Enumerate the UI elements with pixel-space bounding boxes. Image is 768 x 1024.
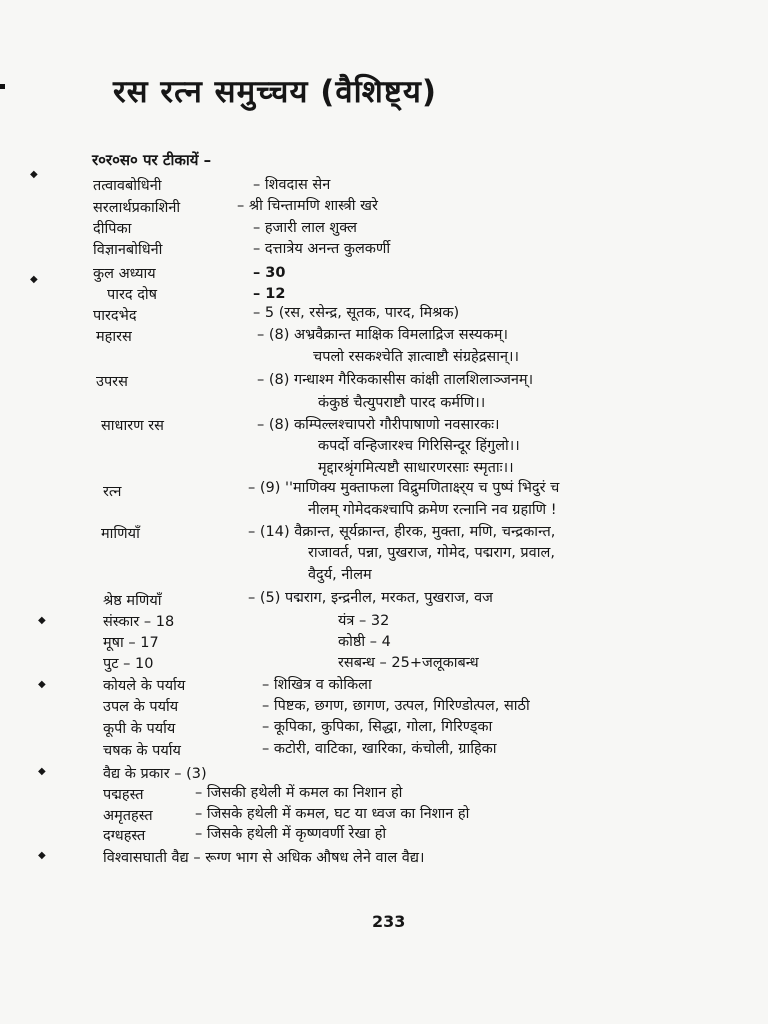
uparas-label: उपरस (96, 374, 128, 390)
fact-name: कुल अध्याय (93, 266, 156, 282)
paryay-value: – कटोरी, वाटिका, खारिका, कंचोली, ग्राहिका (262, 741, 497, 757)
count-item: रसबन्ध – 25+जलूकाबन्ध (338, 655, 479, 671)
fact-name: पारद दोष (107, 287, 158, 303)
ratna-label: रत्न (103, 484, 122, 500)
maniyan-label: माणियाँ (101, 526, 140, 542)
maniyan-line: राजावर्त, पन्ना, पुखराज, गोमेद, पद्मराग, प्रवाल, (308, 545, 555, 561)
scan-mark (0, 84, 5, 89)
commentary-name: विज्ञानबोधिनी (93, 242, 163, 258)
page-number: 233 (372, 912, 406, 931)
commentary-author: – श्री चिन्तामणि शास्त्री खरे (237, 198, 378, 214)
sadharan-verse-line: मृद्दारश्रृंगमित्यष्टौ साधारणरसाः स्मृताः।। (318, 460, 514, 476)
fact-value: – 5 (रस, रसेन्द्र, सूतक, पारद, मिश्रक) (253, 305, 460, 321)
bullet-icon: ◆ (38, 850, 46, 861)
fact-value: – 12 (253, 286, 286, 302)
bullet-icon: ◆ (38, 679, 46, 690)
maharas-verse-line: – (8) अभ्रवैक्रान्त माक्षिक विमलाद्रिज सस्यकम्। (257, 327, 508, 343)
shreshtha-value: – (5) पद्मराग, इन्द्रनील, मरकत, पुखराज, वज (248, 590, 493, 606)
vishwasghati-line: विश्वासघाती वैद्य – रूग्ण भाग से अधिक औषध लेने वाल वैद्य। (103, 850, 425, 866)
vaidya-type-name: दग्धहस्त (103, 828, 146, 844)
vaidya-type-desc: – जिसके हथेली में कृष्णवर्णी रेखा हो (195, 826, 387, 842)
paryay-value: – पिष्टक, छगण, छागण, उत्पल, गिरिण्डोत्पल, साठी (262, 698, 530, 714)
count-item: कोष्ठी – 4 (338, 634, 391, 650)
ratna-verse-line: – (9) ''माणिक्य मुक्ताफला विद्रुमणिताक्ष्‍र्य च पुष्पं भिदुरं च (248, 480, 560, 496)
commentary-author: – दत्तात्रेय अनन्त कुलकर्णी (253, 241, 391, 257)
vaidya-type-desc: – जिसके हथेली में कमल, घट या ध्वज का निशान हो (195, 806, 470, 822)
bullet-icon: ◆ (38, 766, 46, 777)
page-title: रस रत्न समुच्चय (वैशिष्ट्य) (113, 74, 438, 110)
vaidya-type-desc: – जिसकी हथेली में कमल का निशान हो (195, 785, 403, 801)
count-item: संस्कार – 18 (103, 614, 175, 630)
shreshtha-label: श्रेष्ठ मणियाँ (103, 593, 162, 609)
paryay-value: – कूपिका, कुपिका, सिद्धा, गोला, गिरिण्ड्का (262, 719, 493, 735)
uparas-verse-line: – (8) गन्धाश्म गैरिककासीस कांक्षी तालशिलाञ्जनम्। (257, 372, 534, 388)
paryay-label: कोयले के पर्याय (103, 678, 186, 694)
count-item: पुट – 10 (103, 656, 154, 672)
vaidya-type-name: अमृतहस्त (103, 808, 153, 824)
sadharan-verse-line: कपर्दो वन्हिजारश्च गिरिसिन्दूर हिंगुलो।। (318, 438, 520, 454)
commentary-name: दीपिका (93, 221, 132, 237)
vaidya-heading: वैद्य के प्रकार – (3) (103, 766, 207, 782)
commentary-author: – शिवदास सेन (253, 177, 331, 193)
ratna-verse-line: नीलम् गोमेदकश्चापि क्रमेण रत्नानि नव ग्रहाणि ! (308, 502, 557, 518)
commentaries-heading: र०र०स० पर टीकायें – (92, 151, 212, 169)
commentary-name: तत्वावबोधिनी (93, 178, 162, 194)
bullet-icon: ◆ (30, 274, 38, 285)
paryay-value: – शिखित्र व कोकिला (262, 677, 372, 693)
count-item: यंत्र – 32 (338, 613, 390, 629)
paryay-label: कूपी के पर्याय (103, 721, 176, 737)
paryay-label: उपल के पर्याय (103, 699, 179, 715)
maharas-verse-line: चपलो रसकश्चेति ज्ञात्वाष्टौ संग्रहेद्रसान्।। (313, 349, 520, 365)
sadharan-verse-line: – (8) कम्पिल्लश्चापरो गौरीपाषाणो नवसारकः। (257, 417, 500, 433)
vaidya-type-name: पद्महस्त (103, 787, 144, 803)
bullet-icon: ◆ (30, 169, 38, 180)
uparas-verse-line: कंकुष्ठं चैत्युपराष्टौ पारद कर्मणि।। (318, 395, 486, 411)
maharas-label: महारस (96, 329, 132, 345)
bullet-icon: ◆ (38, 615, 46, 626)
paryay-label: चषक के पर्याय (103, 743, 181, 759)
commentary-name: सरलार्थप्रकाशिनी (93, 200, 181, 216)
maniyan-line: वैदुर्य, नीलम (308, 567, 372, 583)
commentary-author: – हजारी लाल शुक्ल (253, 220, 357, 236)
sadharan-label: साधारण रस (101, 418, 164, 434)
fact-name: पारदभेद (93, 308, 137, 324)
fact-value: – 30 (253, 265, 286, 281)
count-item: मूषा – 17 (103, 635, 159, 651)
maniyan-line: – (14) वैक्रान्त, सूर्यक्रान्त, हीरक, मुक्ता, मणि, चन्द्रकान्त, (248, 524, 556, 540)
